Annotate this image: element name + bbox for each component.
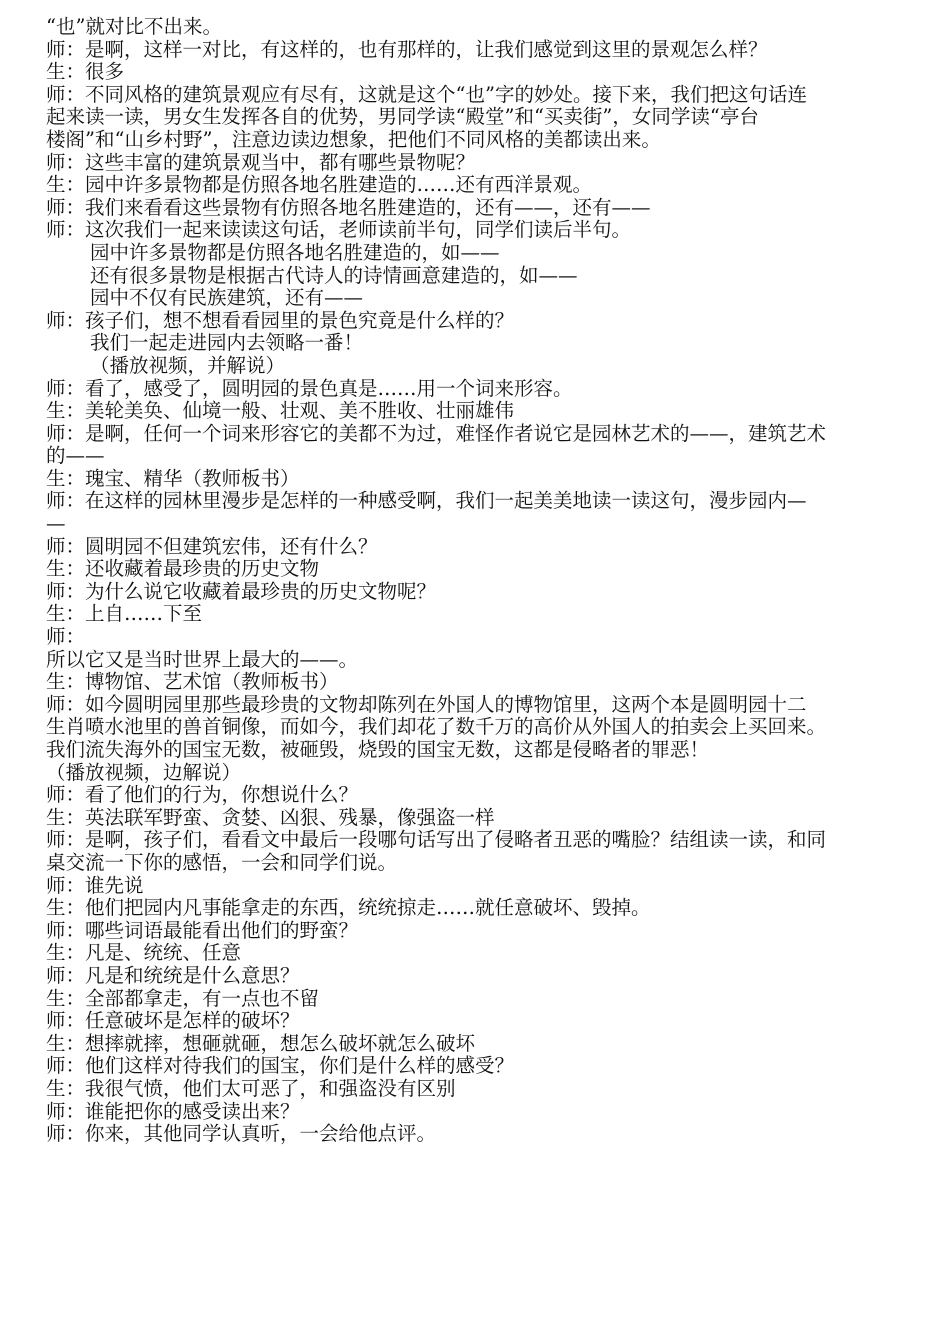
text-line: 我们流失海外的国宝无数，被砸毁，烧毁的国宝无数，这都是侵略者的罪恶！ bbox=[46, 739, 710, 761]
text-line: 师：我们来看看这些景物有仿照各地名胜建造的，还有——，还有—— bbox=[46, 196, 651, 219]
text-line: 师：你来，其他同学认真听，一会给他点评。 bbox=[46, 1123, 437, 1146]
text-line: 的—— bbox=[46, 445, 105, 468]
text-line: 生肖喷水池里的兽首铜像，而如今，我们却花了数千万的高价从外国人的拍卖会上买回来。 bbox=[46, 716, 827, 739]
text-line: 生：博物馆、艺术馆（教师板书） bbox=[46, 671, 339, 694]
text-line: 生：全部都拿走，有一点也不留 bbox=[46, 987, 320, 1010]
text-line: 生：想摔就摔，想砸就砸，想怎么破坏就怎么破坏 bbox=[46, 1032, 476, 1055]
text-line: 生：他们把园内凡事能拿走的东西，统统掠走……就任意破坏、毁掉。 bbox=[46, 897, 651, 920]
text-line: 生：凡是、统统、任意 bbox=[46, 942, 242, 965]
text-line: “也”就对比不出来。 bbox=[46, 16, 222, 38]
text-line: 桌交流一下你的感悟，一会和同学们说。 bbox=[46, 851, 398, 874]
text-line: （播放视频，并解说） bbox=[90, 354, 286, 377]
text-line: 我们一起走进园内去领略一番！ bbox=[90, 332, 364, 355]
text-line: 师：如今圆明园里那些最珍贵的文物却陈列在外国人的博物馆里，这两个本是圆明园十二 bbox=[46, 693, 807, 716]
text-line: 师：是啊，孩子们，看看文中最后一段哪句话写出了侵略者丑恶的嘴脸？结组读一读，和同 bbox=[46, 829, 827, 852]
text-line: 师：这次我们一起来读读这句话，老师读前半句，同学们读后半句。 bbox=[46, 219, 632, 242]
text-line: 园中许多景物都是仿照各地名胜建造的，如—— bbox=[90, 241, 500, 264]
text-line: 生：美轮美奂、仙境一般、壮观、美不胜收、壮丽雄伟 bbox=[46, 400, 515, 423]
text-line: 师：他们这样对待我们的国宝，你们是什么样的感受？ bbox=[46, 1055, 515, 1078]
text-line: 师：谁先说 bbox=[46, 874, 144, 897]
text-line: 所以它又是当时世界上最大的——。 bbox=[46, 648, 359, 671]
text-line: — bbox=[46, 513, 66, 536]
text-line: 师： bbox=[46, 626, 86, 649]
text-line: 楼阁”和“山乡村野”，注意边读边想象，把他们不同风格的美都读出来。 bbox=[46, 128, 661, 151]
text-line: 起来读一读，男女生发挥各自的优势，男同学读“殿堂”和“买卖街”，女同学读“亭台 bbox=[46, 106, 759, 129]
text-line: 师：凡是和统统是什么意思？ bbox=[46, 964, 300, 987]
text-line: （播放视频，边解说） bbox=[46, 761, 242, 784]
text-line: 师：孩子们，想不想看看园里的景色究竟是什么样的？ bbox=[46, 309, 515, 332]
text-line: 生：瑰宝、精华（教师板书） bbox=[46, 467, 300, 490]
text-line: 还有很多景物是根据古代诗人的诗情画意建造的，如—— bbox=[90, 264, 578, 287]
text-line: 师：是啊，任何一个词来形容它的美都不为过，难怪作者说它是园林艺术的——，建筑艺术 bbox=[46, 422, 827, 445]
text-line: 生：还收藏着最珍贵的历史文物 bbox=[46, 558, 320, 581]
text-line: 师：这些丰富的建筑景观当中，都有哪些景物呢？ bbox=[46, 151, 476, 174]
text-line: 师：看了他们的行为，你想说什么？ bbox=[46, 784, 359, 807]
text-line: 生：我很气愤，他们太可恶了，和强盗没有区别 bbox=[46, 1077, 456, 1100]
text-line: 生：上自……下至 bbox=[46, 603, 203, 626]
text-line: 师：为什么说它收藏着最珍贵的历史文物呢？ bbox=[46, 580, 437, 603]
text-line: 生：园中许多景物都是仿照各地名胜建造的……还有西洋景观。 bbox=[46, 174, 593, 197]
text-line: 师：看了，感受了，圆明园的景色真是……用一个词来形容。 bbox=[46, 377, 573, 400]
text-line: 师：不同风格的建筑景观应有尽有，这就是这个“也”字的妙处。接下来，我们把这句话连 bbox=[46, 83, 807, 106]
text-line: 师：哪些词语最能看出他们的野蛮？ bbox=[46, 919, 359, 942]
text-line: 园中不仅有民族建筑，还有—— bbox=[90, 287, 364, 310]
text-line: 生：很多 bbox=[46, 61, 125, 84]
text-line: 师：谁能把你的感受读出来？ bbox=[46, 1100, 300, 1123]
text-line: 师：任意破坏是怎样的破坏？ bbox=[46, 1010, 300, 1033]
text-line: 生：英法联军野蛮、贪婪、凶狠、残暴，像强盗一样 bbox=[46, 806, 495, 829]
text-line: 师：圆明园不但建筑宏伟，还有什么？ bbox=[46, 535, 378, 558]
text-line: 师：是啊，这样一对比，有这样的，也有那样的，让我们感觉到这里的景观怎么样？ bbox=[46, 38, 768, 61]
text-line: 师：在这样的园林里漫步是怎样的一种感受啊，我们一起美美地读一读这句，漫步园内— bbox=[46, 490, 807, 513]
